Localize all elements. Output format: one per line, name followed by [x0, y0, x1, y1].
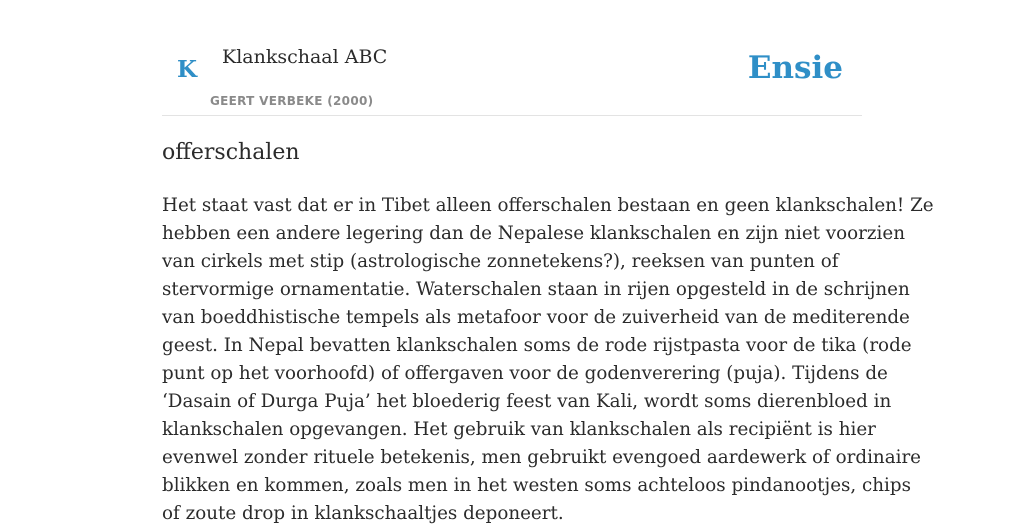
body-line: van cirkels met stip (astrologische zonnetekens?), reeksen van punten of	[162, 251, 839, 272]
body-line: evenwel zonder rituele betekenis, men gebruikt evengoed aardewerk of ordinaire	[162, 447, 922, 468]
body-line: van boeddhistische tempels als metafoor voor de zuiverheid van de mediterende	[162, 307, 910, 328]
page-header	[162, 40, 862, 116]
author-label: GEERT VERBEKE (2000)	[210, 94, 374, 108]
body-line: blikken en kommen, zoals men in het westen soms achteloos pindanootjes, chips	[162, 475, 911, 496]
body-line: Het staat vast dat er in Tibet alleen offerschalen bestaan en geen klankschalen! Ze	[162, 195, 934, 216]
entry-title: offerschalen	[162, 140, 300, 165]
book-logo-icon[interactable]: K	[177, 56, 197, 83]
body-line: of zoute drop in klankschaaltjes deponeert.	[162, 503, 564, 524]
body-line: ‘Dasain of Durga Puja’ het bloederig feest van Kali, wordt soms dierenbloed in	[162, 391, 892, 412]
brand-logo-link[interactable]: Ensie	[747, 50, 843, 86]
body-line: klankschalen opgevangen. Het gebruik van klankschalen als recipiënt is hier	[162, 419, 876, 440]
body-line: hebben een andere legering dan de Nepalese klankschalen en zijn niet voorzien	[162, 223, 905, 244]
entry-body	[162, 192, 934, 528]
body-line: stervormige ornamentatie. Waterschalen staan in rijen opgesteld in de schrijnen	[162, 279, 910, 300]
body-line: punt op het voorhoofd) of offergaven voor de godenverering (puja). Tijdens de	[162, 363, 888, 384]
body-line: geest. In Nepal bevatten klankschalen soms de rode rijstpasta voor de tika (rode	[162, 335, 912, 356]
book-title-link[interactable]: Klankschaal ABC	[222, 46, 388, 68]
